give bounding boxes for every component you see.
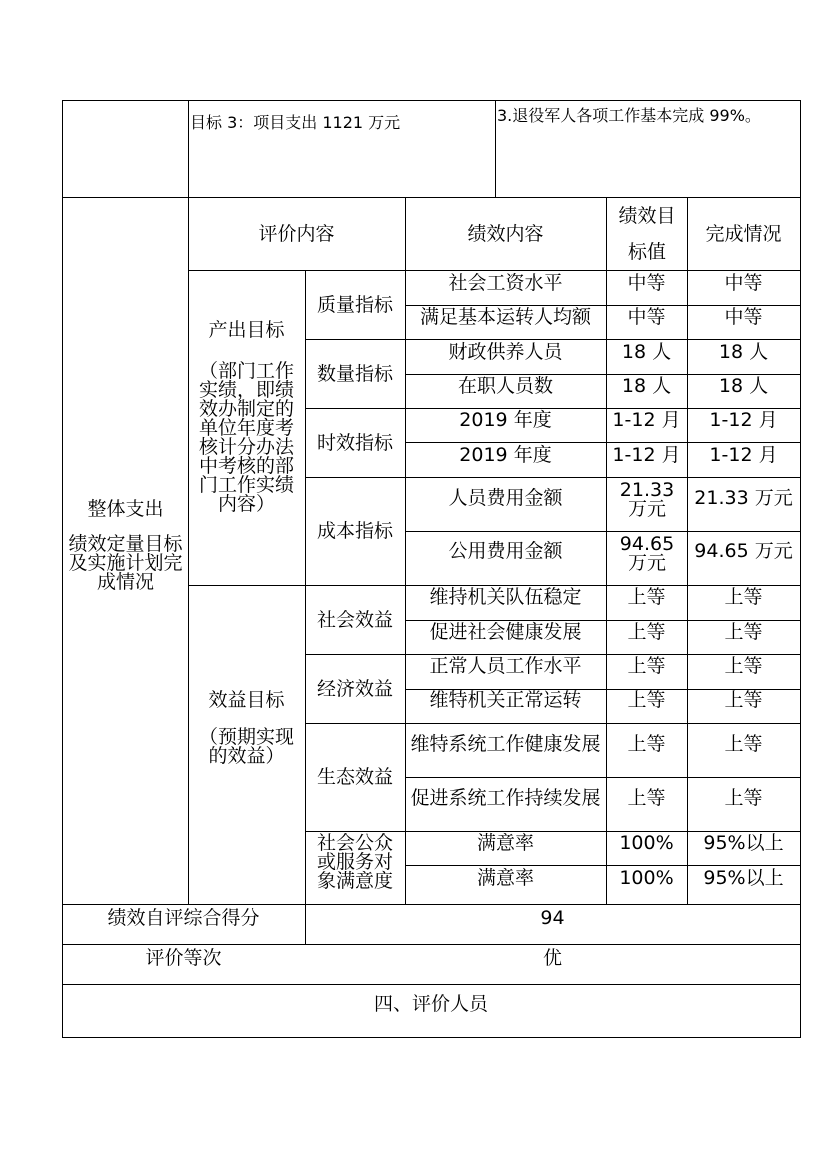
row-target: 100%	[619, 832, 674, 854]
row-target: 上等	[627, 621, 666, 643]
indicator-timeliness: 时效指标	[316, 431, 393, 454]
row-target: 上等	[627, 689, 666, 711]
row-done: 上等	[724, 787, 763, 809]
score-label: 绩效自评综合得分	[107, 907, 260, 929]
output-goal-block	[190, 320, 303, 520]
header-target: 绩效目标值	[618, 204, 676, 263]
row-done: 中等	[724, 272, 763, 294]
row-content: 维持机关队伍稳定	[429, 586, 582, 608]
grade-label: 评价等次	[145, 947, 222, 969]
row-target: 上等	[627, 733, 666, 755]
row-content: 促进社会健康发展	[429, 621, 582, 643]
row-target: 21.33 万元	[619, 479, 675, 520]
row-content: 促进系统工作持续发展	[410, 786, 601, 809]
row-content: 满足基本运转人均额	[419, 306, 591, 328]
output-goal-title: 产出目标	[208, 319, 285, 341]
row-target: 1-12 月	[612, 409, 681, 431]
row-done: 1-12 月	[709, 409, 778, 431]
row-done: 上等	[724, 733, 763, 755]
row-content: 在职人员数	[457, 375, 553, 397]
indicator-quantity: 数量指标	[316, 362, 393, 385]
row-content: 公用费用金额	[448, 540, 563, 562]
row-content: 2019 年度	[459, 409, 552, 431]
row-done: 上等	[724, 655, 763, 677]
row-target: 1-12 月	[612, 444, 681, 466]
header-completion: 完成情况	[705, 222, 782, 245]
row-target: 18 人	[621, 341, 672, 363]
row-content: 维特系统工作健康发展	[410, 732, 601, 755]
row-target: 18 人	[621, 375, 672, 397]
indicator-cost: 成本指标	[316, 520, 393, 542]
row-done: 18 人	[718, 375, 769, 397]
row-content: 正常人员工作水平	[429, 655, 582, 677]
row-done: 21.33 万元	[694, 487, 793, 509]
row-done: 上等	[724, 586, 763, 608]
row-content: 社会工资水平	[448, 272, 563, 294]
row-content: 满意率	[476, 832, 534, 854]
indicator-ecological-benefit: 生态效益	[316, 766, 393, 788]
row-content: 满意率	[476, 867, 534, 889]
row-done: 18 人	[718, 341, 769, 363]
row-done: 中等	[724, 306, 763, 328]
row-done: 上等	[724, 621, 763, 643]
row-content: 人员费用金额	[448, 487, 563, 509]
benefit-goal-note: （预期实现的效益）	[198, 726, 294, 767]
score-value: 94	[540, 907, 565, 929]
row-content: 维特机关正常运转	[429, 689, 582, 711]
section-label	[66, 490, 185, 600]
row-target: 上等	[627, 655, 666, 677]
header-eval-content: 评价内容	[258, 222, 335, 245]
indicator-social-benefit: 社会效益	[316, 608, 393, 631]
section-label-line1: 整体支出	[87, 497, 164, 520]
goal3-text: 目标 3：项目支出 1121 万元	[190, 113, 401, 132]
row-target: 中等	[627, 306, 666, 328]
row-target: 94.65 万元	[619, 533, 675, 574]
row-target: 上等	[627, 586, 666, 608]
row-content: 财政供养人员	[448, 341, 563, 363]
indicator-economic-benefit: 经济效益	[316, 677, 393, 700]
section-label-line2: 绩效定量目标及实施计划完成情况	[68, 532, 183, 593]
row-target: 100%	[619, 867, 674, 889]
row-done: 95%以上	[703, 867, 784, 889]
row-target: 上等	[627, 787, 666, 809]
row-done: 上等	[724, 689, 763, 711]
result3-text: 3.退役军人各项工作基本完成 99%。	[497, 106, 761, 125]
row-done: 1-12 月	[709, 444, 778, 466]
output-goal-note: （部门工作实绩，即绩效办制定的单位年度考核计分办法中考核的部门工作实绩内容）	[198, 360, 294, 515]
header-perf-content: 绩效内容	[467, 222, 544, 245]
benefit-goal-block	[190, 690, 303, 790]
reviewers-title: 四、评价人员	[373, 993, 488, 1015]
row-done: 95%以上	[703, 832, 784, 854]
row-done: 94.65 万元	[694, 540, 793, 562]
benefit-goal-title: 效益目标	[208, 689, 285, 711]
indicator-quality: 质量指标	[316, 293, 393, 316]
row-target: 中等	[627, 272, 666, 294]
row-content: 2019 年度	[459, 444, 552, 466]
indicator-satisfaction: 社会公众或服务对象满意度	[316, 831, 393, 892]
grade-value: 优	[542, 947, 562, 969]
